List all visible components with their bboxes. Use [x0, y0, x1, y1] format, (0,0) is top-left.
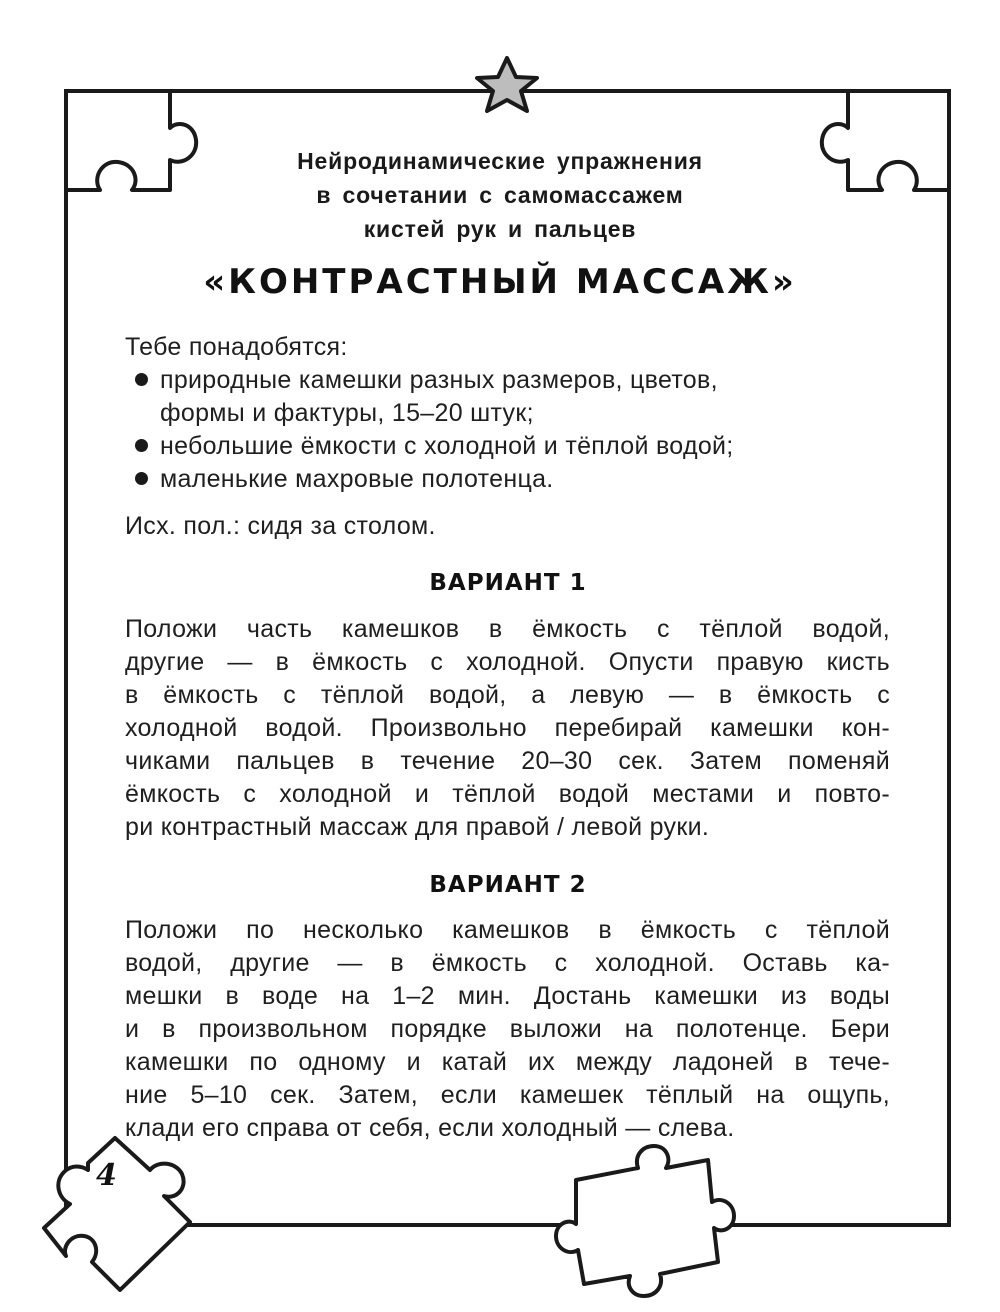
text-line: клади его справа от себя, если холодный — слева. — [125, 1114, 735, 1142]
list-item-text: небольшие ёмкости с холодной и тёплой водой; — [160, 432, 734, 460]
list-item-text: природные камешки разных размеров, цветов, — [160, 366, 718, 394]
materials-intro: Тебе понадобятся: — [125, 333, 348, 361]
variant-1-text — [125, 613, 890, 844]
text-line: Положи по несколько камешков в ёмкость с тёплой — [125, 916, 890, 944]
puzzle-top-right-icon — [822, 91, 949, 190]
text-line: чиками пальцев в течение 20–30 сек. Затем поменяй — [125, 747, 890, 775]
puzzle-bottom-center-icon — [556, 1146, 734, 1296]
text-line: камешки по одному и катай их между ладоней в тече- — [125, 1048, 890, 1076]
bullet-icon — [135, 373, 148, 386]
variant-1-heading: ВАРИАНТ 1 — [429, 570, 587, 596]
text-line: другие — в ёмкость с холодной. Опусти правую кисть — [125, 648, 890, 676]
text-line: и в произвольном порядке выложи на полотенце. Бери — [125, 1015, 890, 1043]
list-item-text: маленькие махровые полотенца. — [160, 465, 554, 493]
text-line: ние 5–10 сек. Затем, если камешек тёплый на ощупь, — [125, 1081, 890, 1109]
bullet-icon — [135, 439, 148, 452]
header-line-1: Нейродинамические упражнения — [297, 148, 703, 174]
bullet-icon — [135, 472, 148, 485]
variant-2-text — [125, 914, 890, 1145]
text-line: в ёмкость с тёплой водой, а левую — в ёмкость с — [125, 681, 890, 709]
header-line-2: в сочетании с самомассажем — [316, 182, 684, 208]
starting-position: Исх. пол.: сидя за столом. — [125, 512, 436, 540]
text-line: ёмкость с холодной и тёплой водой местами и повто- — [125, 780, 890, 808]
list-item — [135, 463, 554, 496]
text-line: мешки в воде на 1–2 мин. Достань камешки из воды — [125, 982, 890, 1010]
header-line-3: кистей рук и пальцев — [363, 216, 637, 242]
puzzle-top-left-icon — [66, 91, 196, 190]
list-item-continuation: формы и фактуры, 15–20 штук; — [160, 399, 534, 427]
page-title: «КОНТРАСТНЫЙ МАССАЖ» — [203, 262, 797, 302]
text-line: ри контрастный массаж для правой / левой руки. — [125, 813, 710, 841]
variant-2-heading: ВАРИАНТ 2 — [429, 872, 587, 898]
text-line: холодной водой. Произвольно перебирай камешки кон- — [125, 714, 890, 742]
star-icon — [477, 58, 537, 111]
page-number: 4 — [96, 1158, 117, 1193]
list-item — [135, 364, 718, 397]
text-line: Положи часть камешков в ёмкость с тёплой водой, — [125, 615, 890, 643]
text-line: водой, другие — в ёмкость с холодной. Оставь ка- — [125, 949, 890, 977]
list-item — [135, 430, 734, 463]
